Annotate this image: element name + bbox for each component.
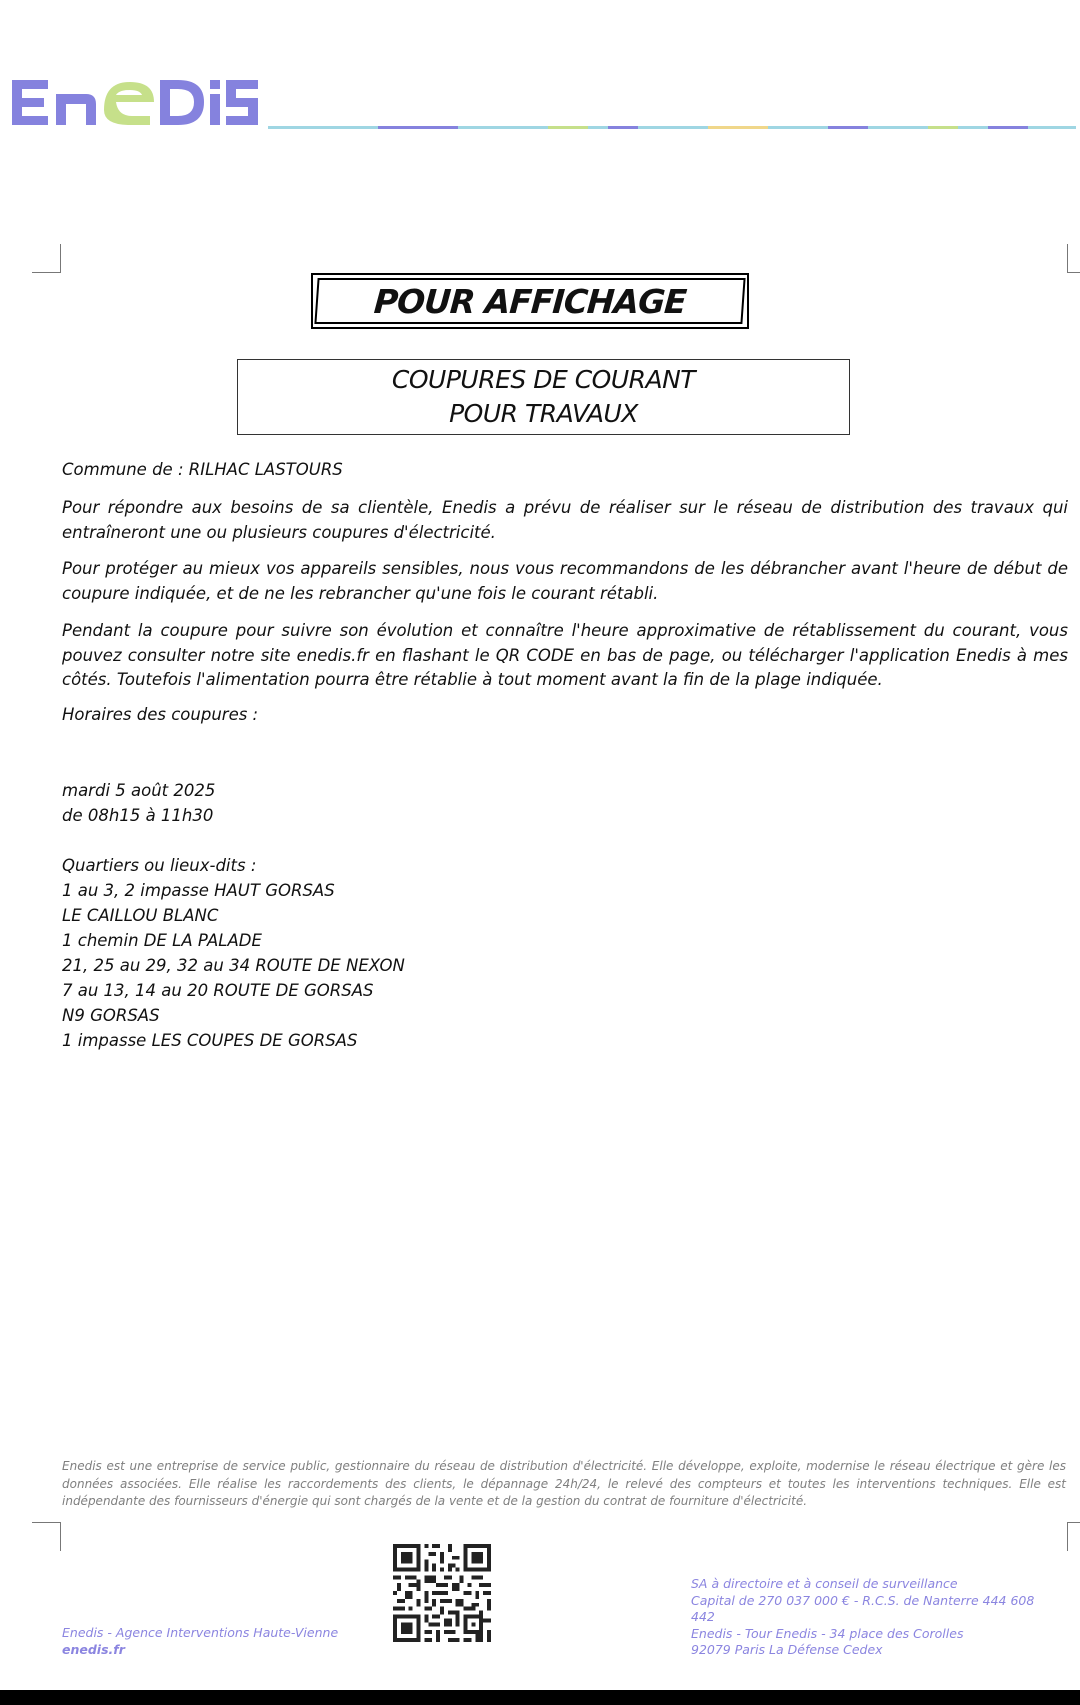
subtitle-line-1: COUPURES DE COURANT	[391, 365, 696, 394]
legal-line-3: Enedis - Tour Enedis - 34 place des Corolles	[691, 1625, 964, 1641]
list-item: 1 chemin DE LA PALADE	[62, 931, 262, 950]
footer-disclaimer: Enedis est une entreprise de service public, gestionnaire du réseau de distribution d'électricité. Elle développe, exploite, modernise le réseau électrique et gère les données associées. Elle réalise les raccordements des clients, le dépannage 24h/24, le relevé des compteurs et toutes les interventions techniques. Elle est indépendante des fournisseurs d'énergie qui sont chargés de la vente et de la gestion du contrat de fourniture d'électricité.	[62, 1459, 1066, 1508]
crop-mark-bottom-right	[1067, 1522, 1080, 1551]
footer-legal	[691, 1576, 1061, 1659]
page-title: POUR AFFICHAGE	[314, 278, 745, 324]
site-link[interactable]: enedis.fr	[62, 1642, 125, 1657]
agency-name: Enedis - Agence Interventions Haute-Vienne	[62, 1625, 339, 1640]
legal-line-4: 92079 Paris La Défense Cedex	[691, 1642, 883, 1657]
horaires-label: Horaires des coupures :	[62, 705, 259, 724]
crop-mark-top-left	[32, 244, 61, 273]
list-item: LE CAILLOU BLANC	[62, 906, 219, 925]
list-item: 1 impasse LES COUPES DE GORSAS	[62, 1031, 358, 1050]
qr-code[interactable]	[393, 1544, 491, 1642]
enedis-logo	[8, 72, 260, 134]
commune-label: Commune de : RILHAC LASTOURS	[62, 460, 343, 479]
bottom-bar	[0, 1690, 1080, 1705]
legal-line-1: SA à directoire et à conseil de surveillance	[691, 1576, 958, 1591]
title-box	[311, 273, 749, 329]
list-item: 7 au 13, 14 au 20 ROUTE DE GORSAS	[62, 981, 374, 1000]
header-dotted-line	[268, 126, 1076, 130]
paragraph-1: Pour répondre aux besoins de sa clientèle, Enedis a prévu de réaliser sur le réseau de distribution des travaux qui entraîneront une ou plusieurs coupures d'électricité.	[62, 498, 1068, 542]
schedule-date: mardi 5 août 2025	[62, 781, 216, 800]
legal-line-2: Capital de 270 037 000 € - R.C.S. de Nanterre 444 608 442	[691, 1592, 1035, 1624]
subtitle-box	[237, 359, 850, 435]
list-item: 1 au 3, 2 impasse HAUT GORSAS	[62, 881, 335, 900]
paragraph-3: Pendant la coupure pour suivre son évolution et connaître l'heure approximative de rétablissement du courant, vous pouvez consulter notre site enedis.fr en flashant le QR CODE en bas de page, ou télécharger l'application Enedis à mes côtés. Toutefois l'alimentation pourra être rétablie à tout moment avant la fin de la plage indiquée.	[62, 621, 1068, 689]
crop-mark-bottom-left	[32, 1522, 61, 1551]
paragraph-2: Pour protéger au mieux vos appareils sensibles, nous vous recommandons de les débrancher avant l'heure de début de coupure indiquée, et de ne les rebrancher qu'une fois le courant rétabli.	[62, 559, 1068, 603]
crop-mark-top-right	[1067, 244, 1080, 273]
lieux-list	[62, 853, 1068, 1053]
list-item: 21, 25 au 29, 32 au 34 ROUTE DE NEXON	[62, 956, 405, 975]
schedule-time: de 08h15 à 11h30	[62, 806, 214, 825]
schedule	[62, 778, 1068, 828]
footer-agency	[62, 1624, 338, 1658]
lieux-label: Quartiers ou lieux-dits :	[62, 856, 257, 875]
subtitle-line-2: POUR TRAVAUX	[449, 399, 638, 428]
list-item: N9 GORSAS	[62, 1006, 160, 1025]
